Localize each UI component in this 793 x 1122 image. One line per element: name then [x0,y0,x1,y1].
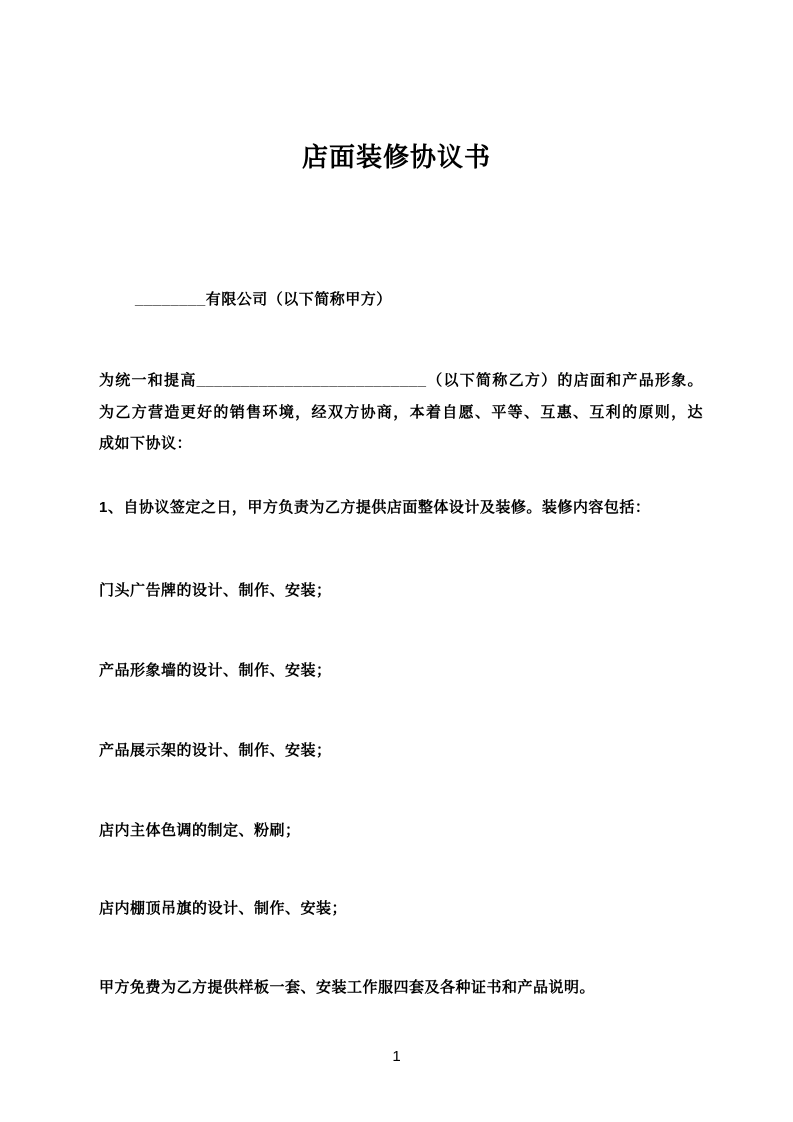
decor-item-ceiling-flags: 店内棚顶吊旗的设计、制作、安装； [99,900,348,917]
decor-item-image-wall: 产品形象墙的设计、制作、安装； [99,662,332,679]
party-a-line: ________有限公司（以下简称甲方） [135,291,392,308]
intro-paragraph [99,365,703,460]
decor-item-color-scheme: 店内主体色调的制定、粉刷； [99,822,301,839]
decor-item-signboard: 门头广告牌的设计、制作、安装； [99,582,332,599]
page-number: 1 [392,1048,401,1065]
clause-1: 1、自协议签定之日，甲方负责为乙方提供店面整体设计及装修。装修内容包括： [99,499,651,516]
intro-line-2: 为乙方营造更好的销售环境，经双方协商，本着自愿、平等、互惠、互利的原则，达 [99,403,703,421]
decor-item-display-rack: 产品展示架的设计、制作、安装； [99,742,332,759]
intro-line-1: 为统一和提高__________________________（以下简称乙方）的店面和产品形象。 [99,372,703,389]
decor-item-free-samples: 甲方免费为乙方提供样板一套、安装工作服四套及各种证书和产品说明。 [99,979,596,996]
document-title: 店面装修协议书 [301,142,491,172]
intro-line-3: 成如下协议： [99,435,193,452]
